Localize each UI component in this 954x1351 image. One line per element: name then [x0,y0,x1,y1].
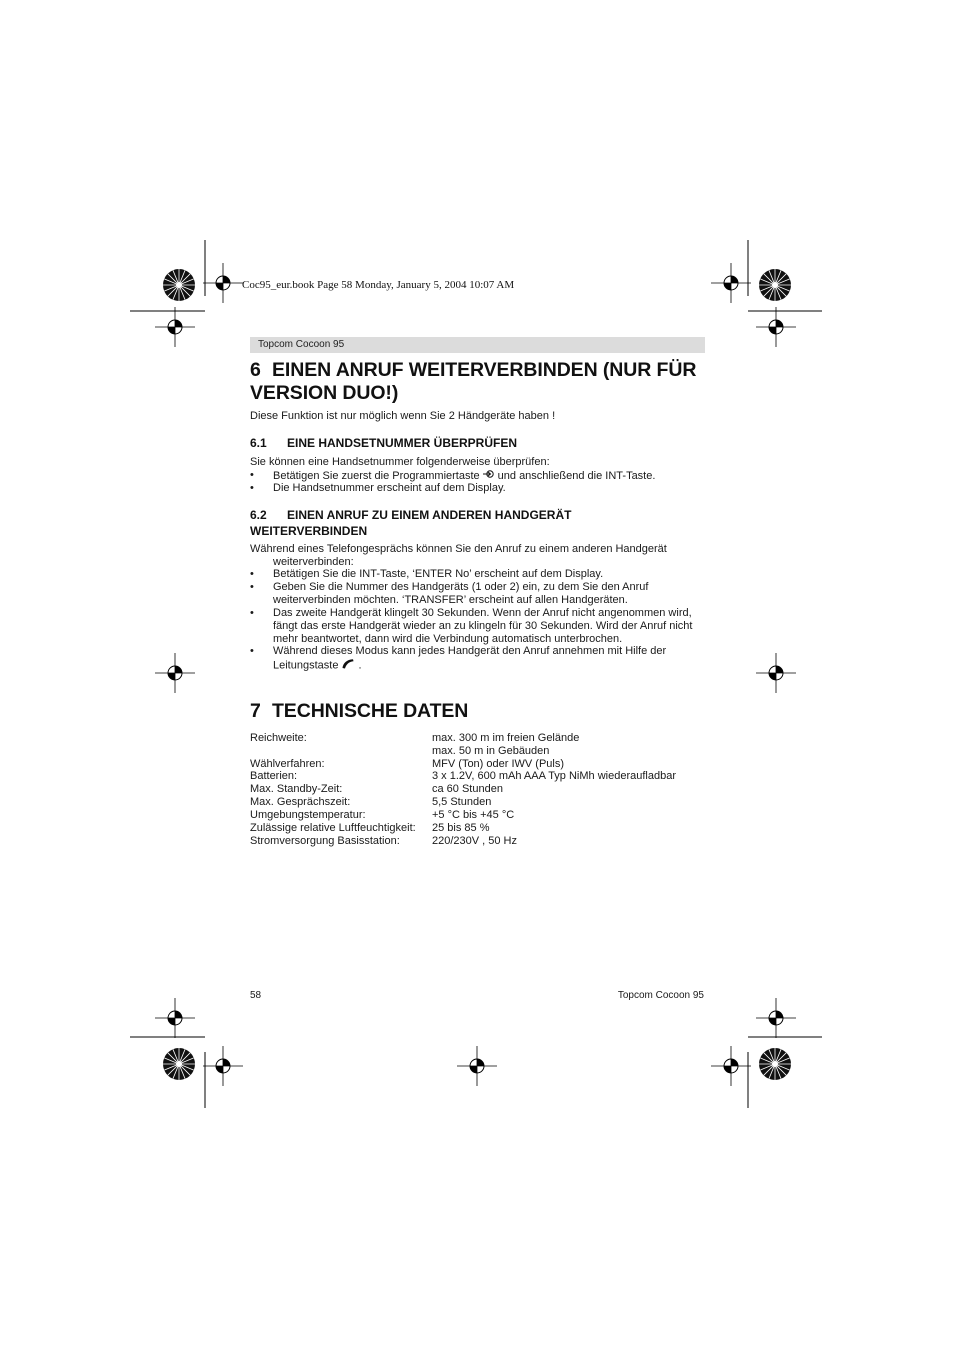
bullet-text: Leitungstaste [273,659,339,672]
spec-label: Reichweite: [250,732,307,744]
spec-value: 3 x 1.2V, 600 mAh AAA Typ NiMh wiederaufladbar [432,770,676,782]
spec-value: 5,5 Stunden [432,796,492,808]
page-number: 58 [250,990,262,1001]
spec-label: Batterien: [250,770,298,782]
running-header-bar [250,337,705,353]
bullet-text: Das zweite Handgerät klingelt 30 Sekunden. Wenn der Anruf nicht angenommen wird, [273,607,692,619]
subsection-6-2-number: 6.2 [250,508,267,522]
intro-line: Während eines Telefongesprächs können Sie den Anruf zu einem anderen Handgerät [250,543,667,555]
spec-value: ca 60 Stunden [432,783,503,795]
bullet-text: Während dieses Modus kann jedes Handgerät den Anruf annehmen mit Hilfe der [273,645,667,657]
bullet-text: fängt das erste Handgerät wieder an zu klingeln für 30 Sekunden. Wird der Anruf nicht [273,620,693,632]
bullet-text-cont: und anschließend die INT-Taste. [497,469,656,482]
section-7-title: TECHNISCHE DATEN [272,700,469,722]
print-slug: Coc95_eur.book Page 58 Monday, January 5, 2004 10:07 AM [242,279,515,291]
subsection-6-1-intro: Sie können eine Handsetnummer folgenderweise überprüfen: [250,456,550,468]
subsection-6-2-intro [250,543,667,569]
subsection-6-2-title-line2: WEITERVERBINDEN [250,524,368,538]
spec-label: Umgebungstemperatur: [250,809,366,821]
subsection-6-2-title-line1: EINEN ANRUF ZU EINEM ANDEREN HANDGERÄT [287,508,572,522]
section-7-number: 7 [250,700,261,722]
bullet-text: Die Handsetnummer erscheint auf dem Display. [273,482,506,494]
spec-label: Max. Standby-Zeit: [250,783,343,795]
spec-value: 25 bis 85 % [432,822,490,834]
section-6-title-line2: VERSION DUO!) [250,382,399,404]
section-6-number: 6 [250,359,261,381]
spec-value: MFV (Ton) oder IWV (Puls) [432,758,565,770]
spec-label: Wählverfahren: [250,758,325,770]
bullet-text: Betätigen Sie die INT-Taste, ‘ENTER No’ erscheint auf dem Display. [273,568,604,580]
running-header: Topcom Cocoon 95 [258,339,345,350]
spec-label: Zulässige relative Luftfeuchtigkeit: [250,822,416,834]
subsection-6-1-heading [250,435,517,451]
section-6-heading [250,359,720,405]
intro-line: weiterverbinden: [273,556,354,568]
spec-value: max. 50 m in Gebäuden [432,745,550,757]
bullet-text: Betätigen Sie zuerst die Programmiertaste [273,469,480,482]
subsection-6-2-heading [250,507,571,539]
section-6-title-line1: EINEN ANRUF WEITERVERBINDEN (NUR FÜR [272,359,697,381]
bullet-text-cont: . [358,659,362,672]
handset-line-key-icon [341,658,355,673]
subsection-6-1-number: 6.1 [250,436,267,450]
spec-value: +5 °C bis +45 °C [432,809,515,821]
spec-value: 220/230V , 50 Hz [432,835,518,847]
section-6-intro: Diese Funktion ist nur möglich wenn Sie 2 Händgeräte haben ! [250,410,556,422]
spec-label: Max. Gesprächszeit: [250,796,351,808]
spec-label: Stromversorgung Basisstation: [250,835,400,847]
section-7-heading [250,700,720,723]
bullet-text: Geben Sie die Nummer des Handgeräts (1 oder 2) ein, zu dem Sie den Anruf [273,581,649,593]
bullet-text: weiterverbinden möchten. ‘TRANSFER’ erscheint auf allen Handgeräten. [273,594,628,606]
bullet-text: mehr beantwortet, dann wird die Verbindung automatisch unterbrochen. [273,633,623,645]
spec-value: max. 300 m im freien Gelände [432,732,580,744]
footer-product: Topcom Cocoon 95 [617,990,704,1001]
program-key-icon [483,469,495,483]
subsection-6-1-title: EINE HANDSETNUMMER ÜBERPRÜFEN [287,436,518,450]
